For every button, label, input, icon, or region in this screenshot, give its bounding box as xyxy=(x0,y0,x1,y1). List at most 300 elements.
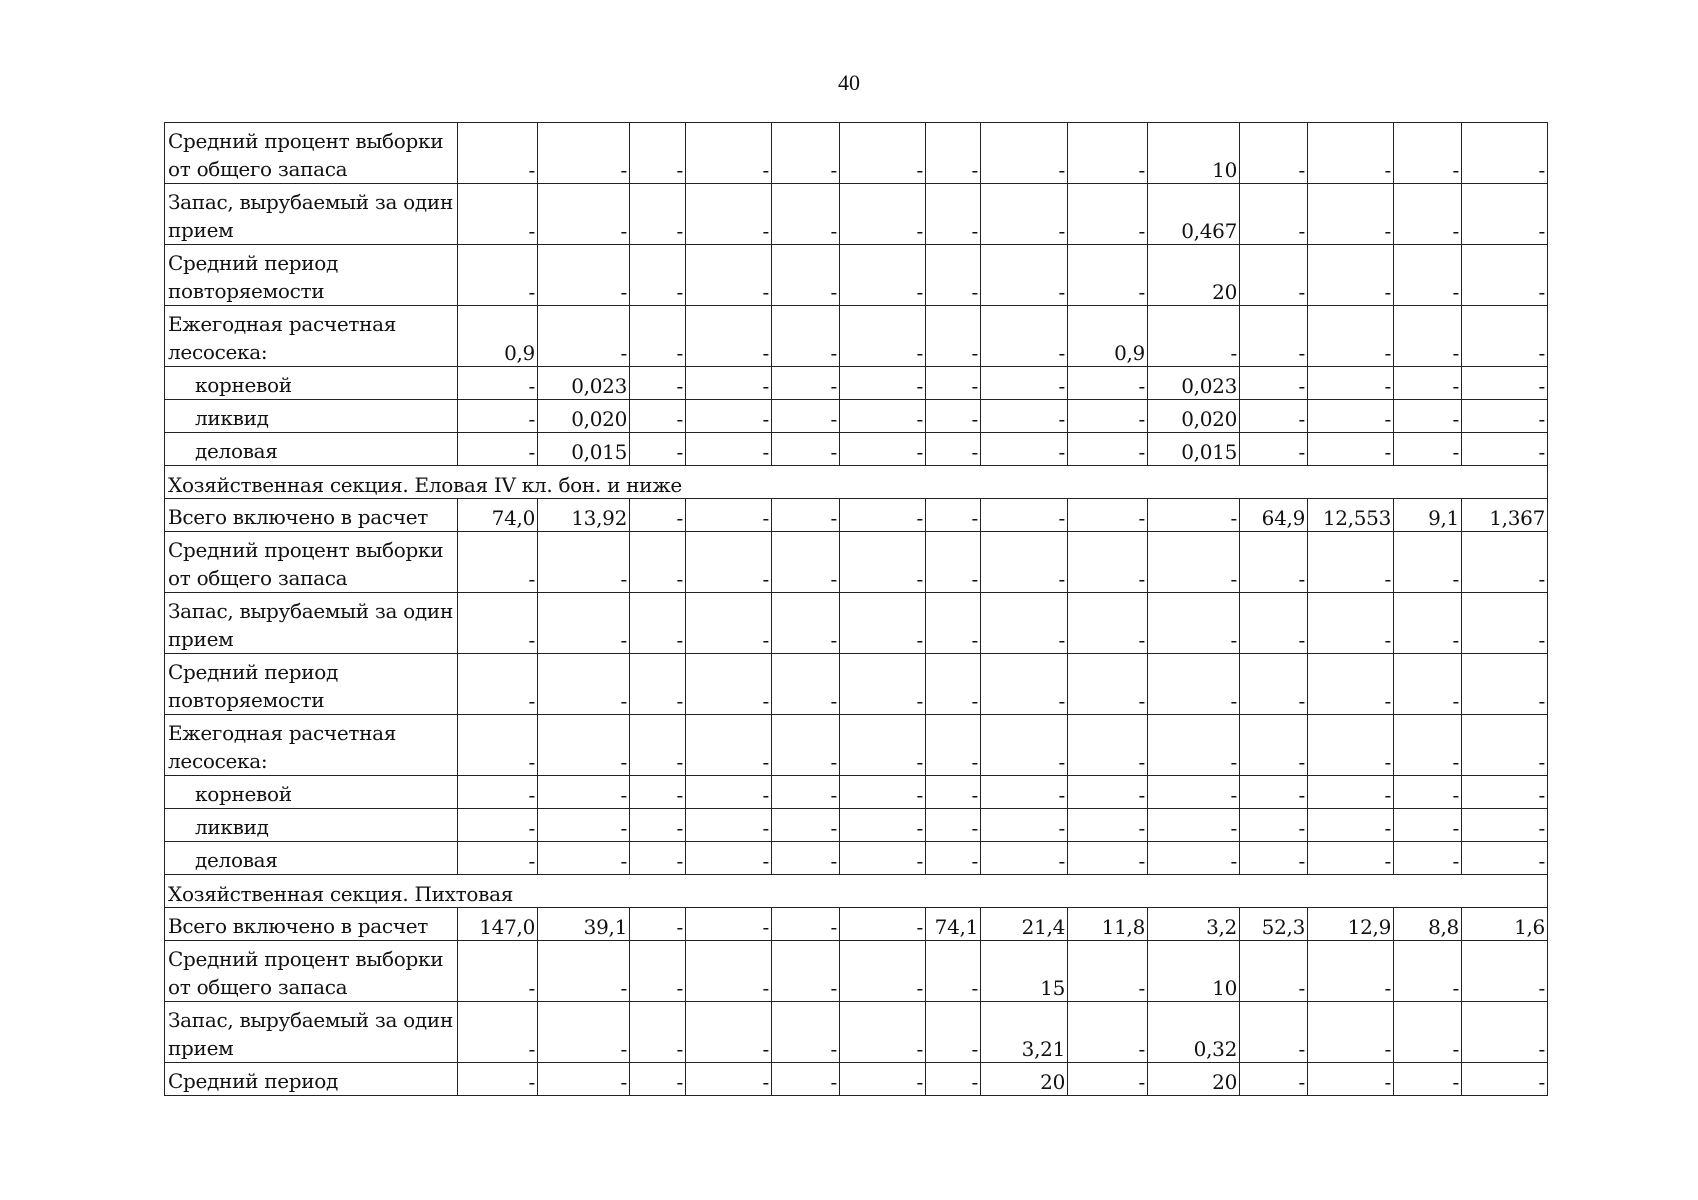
table-cell: - xyxy=(1308,367,1394,400)
table-cell: - xyxy=(1148,776,1240,809)
table-cell: - xyxy=(1068,245,1148,306)
table-cell: - xyxy=(458,1002,538,1063)
table-cell: - xyxy=(1462,123,1548,184)
table-row xyxy=(165,593,1548,654)
table-cell: - xyxy=(458,367,538,400)
table-cell: - xyxy=(981,433,1068,466)
table-cell: - xyxy=(1462,245,1548,306)
table-cell: - xyxy=(772,593,840,654)
table-cell: 0,9 xyxy=(458,306,538,367)
table-cell: - xyxy=(926,842,981,875)
table-cell: - xyxy=(1308,941,1394,1002)
table-row xyxy=(165,123,1548,184)
table-cell: - xyxy=(686,715,772,776)
table-cell: - xyxy=(840,184,926,245)
table-cell: - xyxy=(1394,433,1462,466)
table-cell: - xyxy=(538,532,630,593)
table-cell: - xyxy=(630,245,686,306)
row-label: корневой xyxy=(165,776,458,809)
table-cell: - xyxy=(1394,715,1462,776)
table-row xyxy=(165,1063,1548,1096)
table-cell: - xyxy=(1308,532,1394,593)
table-cell: - xyxy=(686,842,772,875)
table-cell: - xyxy=(538,245,630,306)
table-cell: - xyxy=(1068,433,1148,466)
table-cell: - xyxy=(926,433,981,466)
table-cell: - xyxy=(981,184,1068,245)
table-cell: - xyxy=(981,532,1068,593)
table-cell: - xyxy=(630,532,686,593)
table-cell: - xyxy=(1068,123,1148,184)
table-cell: - xyxy=(1308,1002,1394,1063)
table-cell: - xyxy=(1308,593,1394,654)
table-cell: - xyxy=(1068,842,1148,875)
table-cell: - xyxy=(458,842,538,875)
table-cell: - xyxy=(1394,400,1462,433)
table-cell: 0,020 xyxy=(1148,400,1240,433)
section-header-row xyxy=(165,466,1548,499)
table-row xyxy=(165,499,1548,532)
table-cell: - xyxy=(458,809,538,842)
page-number: 40 xyxy=(838,70,860,95)
table-cell: - xyxy=(686,1063,772,1096)
table-cell: - xyxy=(1462,532,1548,593)
table-cell: 12,553 xyxy=(1308,499,1394,532)
table-cell: - xyxy=(1068,499,1148,532)
table-cell: - xyxy=(1462,306,1548,367)
table-cell: - xyxy=(1068,532,1148,593)
row-label: Запас, вырубаемый за один прием xyxy=(165,593,458,654)
table-cell: - xyxy=(538,842,630,875)
table-cell: 12,9 xyxy=(1308,908,1394,941)
table-cell: - xyxy=(538,1002,630,1063)
table-cell: - xyxy=(1148,654,1240,715)
table-cell: - xyxy=(1240,654,1308,715)
table-cell: - xyxy=(840,1063,926,1096)
table-cell: - xyxy=(1462,715,1548,776)
table-cell: - xyxy=(772,842,840,875)
table-cell: - xyxy=(1148,306,1240,367)
table-cell: - xyxy=(926,809,981,842)
table-cell: - xyxy=(981,654,1068,715)
table-cell: - xyxy=(1394,1063,1462,1096)
table-cell: - xyxy=(1462,400,1548,433)
table-cell: - xyxy=(1394,532,1462,593)
section-title: Хозяйственная секция. Пихтовая xyxy=(165,875,1548,908)
table-cell: - xyxy=(458,123,538,184)
table-cell: - xyxy=(686,654,772,715)
table-cell: - xyxy=(686,400,772,433)
table-cell: - xyxy=(772,433,840,466)
table-cell: - xyxy=(840,245,926,306)
table-cell: - xyxy=(1240,776,1308,809)
table-cell: - xyxy=(926,245,981,306)
section-title: Хозяйственная секция. Еловая IV кл. бон. и ниже xyxy=(165,466,1548,499)
row-label: Всего включено в расчет xyxy=(165,499,458,532)
table-cell: - xyxy=(1308,400,1394,433)
table-cell: 74,1 xyxy=(926,908,981,941)
table-cell: 20 xyxy=(1148,1063,1240,1096)
table-cell: - xyxy=(1394,184,1462,245)
table-cell: 1,367 xyxy=(1462,499,1548,532)
table-cell: 0,467 xyxy=(1148,184,1240,245)
table-cell: - xyxy=(1394,1002,1462,1063)
table-row xyxy=(165,842,1548,875)
table-cell: - xyxy=(772,941,840,1002)
table-cell: - xyxy=(1308,245,1394,306)
table-cell: - xyxy=(926,593,981,654)
table-cell: - xyxy=(926,400,981,433)
row-label: деловая xyxy=(165,842,458,875)
table-cell: - xyxy=(630,123,686,184)
row-label: Всего включено в расчет xyxy=(165,908,458,941)
table-row xyxy=(165,433,1548,466)
table-cell: - xyxy=(630,400,686,433)
section-header-row xyxy=(165,875,1548,908)
table-cell: - xyxy=(686,908,772,941)
table-cell: - xyxy=(840,654,926,715)
table-cell: - xyxy=(1148,715,1240,776)
table-cell: - xyxy=(840,367,926,400)
table-row xyxy=(165,654,1548,715)
table-cell: - xyxy=(772,1002,840,1063)
table-cell: - xyxy=(772,123,840,184)
table-cell: - xyxy=(686,245,772,306)
table-cell: - xyxy=(1148,842,1240,875)
table-cell: 11,8 xyxy=(1068,908,1148,941)
table-cell: - xyxy=(981,400,1068,433)
table-cell: - xyxy=(1240,809,1308,842)
table-cell: - xyxy=(981,306,1068,367)
table-cell: - xyxy=(1068,715,1148,776)
table-cell: - xyxy=(1462,941,1548,1002)
table-cell: 15 xyxy=(981,941,1068,1002)
table-cell: - xyxy=(538,776,630,809)
table-cell: - xyxy=(981,715,1068,776)
table-cell: - xyxy=(772,532,840,593)
table-cell: 13,92 xyxy=(538,499,630,532)
table-cell: - xyxy=(981,499,1068,532)
table-cell: - xyxy=(1068,776,1148,809)
table-cell: - xyxy=(1394,842,1462,875)
table-cell: - xyxy=(1148,809,1240,842)
allowable-cut-table xyxy=(164,122,1548,1096)
table-cell: - xyxy=(981,842,1068,875)
table-cell: - xyxy=(1240,367,1308,400)
table-cell: - xyxy=(926,123,981,184)
table-cell: - xyxy=(538,306,630,367)
table-row xyxy=(165,715,1548,776)
table-cell: - xyxy=(1462,776,1548,809)
table-cell: - xyxy=(926,776,981,809)
table-cell: - xyxy=(1462,809,1548,842)
table-cell: - xyxy=(1068,367,1148,400)
table-cell: - xyxy=(840,908,926,941)
table-cell: 1,6 xyxy=(1462,908,1548,941)
table-cell: - xyxy=(1068,400,1148,433)
table-cell: - xyxy=(981,367,1068,400)
table-cell: - xyxy=(630,1063,686,1096)
table-cell: - xyxy=(1462,1063,1548,1096)
table-cell: - xyxy=(981,245,1068,306)
table-cell: - xyxy=(1308,842,1394,875)
table-cell: - xyxy=(1068,1002,1148,1063)
table-cell: - xyxy=(686,184,772,245)
row-label: Запас, вырубаемый за один прием xyxy=(165,1002,458,1063)
table-cell: - xyxy=(458,593,538,654)
table-cell: - xyxy=(458,532,538,593)
table-cell: 20 xyxy=(1148,245,1240,306)
table-cell: - xyxy=(1240,842,1308,875)
table-cell: - xyxy=(926,306,981,367)
table-cell: - xyxy=(840,499,926,532)
table-cell: - xyxy=(926,184,981,245)
row-label: корневой xyxy=(165,367,458,400)
table-cell: 0,9 xyxy=(1068,306,1148,367)
table-cell: - xyxy=(630,776,686,809)
table-cell: - xyxy=(840,532,926,593)
row-label: Средний процент выборки от общего запаса xyxy=(165,123,458,184)
table-cell: - xyxy=(630,809,686,842)
row-label: Средний процент выборки от общего запаса xyxy=(165,532,458,593)
table-cell: - xyxy=(1148,499,1240,532)
table-cell: 3,2 xyxy=(1148,908,1240,941)
table-cell: - xyxy=(458,400,538,433)
table-cell: - xyxy=(926,532,981,593)
table-cell: - xyxy=(686,433,772,466)
row-label: Средний период повторяемости xyxy=(165,245,458,306)
table-cell: - xyxy=(630,1002,686,1063)
table-cell: 10 xyxy=(1148,941,1240,1002)
table-cell: - xyxy=(1394,123,1462,184)
table-cell: - xyxy=(840,433,926,466)
table-cell: - xyxy=(1462,367,1548,400)
table-cell: - xyxy=(1148,593,1240,654)
table-cell: 52,3 xyxy=(1240,908,1308,941)
table-cell: 0,015 xyxy=(1148,433,1240,466)
table-cell: - xyxy=(1394,367,1462,400)
table-cell: - xyxy=(981,809,1068,842)
table-cell: - xyxy=(1462,433,1548,466)
table-cell: 147,0 xyxy=(458,908,538,941)
table-cell: - xyxy=(1394,245,1462,306)
table-cell: - xyxy=(686,941,772,1002)
table-cell: - xyxy=(1462,1002,1548,1063)
table-cell: - xyxy=(458,941,538,1002)
table-body xyxy=(165,123,1548,1096)
table-cell: - xyxy=(1394,809,1462,842)
table-cell: - xyxy=(458,245,538,306)
table-cell: - xyxy=(1240,433,1308,466)
table-cell: - xyxy=(981,123,1068,184)
row-label: ликвид xyxy=(165,809,458,842)
table-cell: - xyxy=(538,184,630,245)
table-cell: - xyxy=(686,499,772,532)
table-cell: - xyxy=(840,1002,926,1063)
table-cell: - xyxy=(1068,184,1148,245)
table-cell: - xyxy=(772,654,840,715)
table-cell: - xyxy=(538,941,630,1002)
table-cell: - xyxy=(686,776,772,809)
table-cell: - xyxy=(538,715,630,776)
table-cell: - xyxy=(1240,593,1308,654)
table-row xyxy=(165,809,1548,842)
table-cell: - xyxy=(686,809,772,842)
table-cell: - xyxy=(630,842,686,875)
table-cell: - xyxy=(458,433,538,466)
table-cell: - xyxy=(840,941,926,1002)
table-row xyxy=(165,184,1548,245)
table-cell: - xyxy=(630,941,686,1002)
table-cell: - xyxy=(1240,123,1308,184)
table-cell: - xyxy=(630,654,686,715)
table-cell: - xyxy=(772,499,840,532)
table-cell: - xyxy=(772,245,840,306)
table-cell: - xyxy=(458,715,538,776)
table-cell: - xyxy=(630,593,686,654)
table-cell: - xyxy=(458,654,538,715)
table-cell: - xyxy=(1394,776,1462,809)
table-cell: - xyxy=(926,941,981,1002)
table-cell: - xyxy=(1308,1063,1394,1096)
table-cell: - xyxy=(840,123,926,184)
row-label: Средний период xyxy=(165,1063,458,1096)
table-cell: - xyxy=(840,400,926,433)
table-cell: - xyxy=(1308,123,1394,184)
table-cell: - xyxy=(1240,306,1308,367)
table-cell: - xyxy=(1394,654,1462,715)
table-cell: 0,32 xyxy=(1148,1002,1240,1063)
table-cell: - xyxy=(1068,941,1148,1002)
table-cell: - xyxy=(630,306,686,367)
table-cell: - xyxy=(772,776,840,809)
table-cell: - xyxy=(840,306,926,367)
row-label: Ежегодная расчетная лесосека: xyxy=(165,715,458,776)
table-cell: 0,023 xyxy=(538,367,630,400)
table-cell: - xyxy=(1148,532,1240,593)
table-cell: 3,21 xyxy=(981,1002,1068,1063)
table-cell: - xyxy=(686,123,772,184)
table-cell: - xyxy=(840,842,926,875)
table-cell: - xyxy=(1240,941,1308,1002)
table-cell: - xyxy=(538,654,630,715)
table-cell: - xyxy=(1462,842,1548,875)
table-cell: - xyxy=(630,715,686,776)
table-cell: - xyxy=(772,367,840,400)
table-cell: 0,023 xyxy=(1148,367,1240,400)
table-cell: - xyxy=(630,499,686,532)
table-cell: - xyxy=(1240,1002,1308,1063)
table-cell: - xyxy=(981,593,1068,654)
table-cell: - xyxy=(1308,776,1394,809)
table-cell: - xyxy=(772,809,840,842)
table-cell: - xyxy=(458,1063,538,1096)
table-cell: 8,8 xyxy=(1394,908,1462,941)
row-label: ликвид xyxy=(165,400,458,433)
table-cell: - xyxy=(772,908,840,941)
table-cell: - xyxy=(1308,809,1394,842)
table-cell: - xyxy=(1240,245,1308,306)
table-cell: - xyxy=(926,499,981,532)
table-cell: - xyxy=(630,908,686,941)
table-cell: - xyxy=(1240,532,1308,593)
table-cell: - xyxy=(772,184,840,245)
table-cell: - xyxy=(926,654,981,715)
table-cell: - xyxy=(686,367,772,400)
table-cell: - xyxy=(772,400,840,433)
table-cell: 9,1 xyxy=(1394,499,1462,532)
table-cell: - xyxy=(772,1063,840,1096)
table-cell: - xyxy=(1068,593,1148,654)
table-row xyxy=(165,1002,1548,1063)
table-cell: - xyxy=(1068,1063,1148,1096)
table-cell: - xyxy=(538,593,630,654)
table-row xyxy=(165,776,1548,809)
table-cell: - xyxy=(1462,654,1548,715)
table-cell: 0,015 xyxy=(538,433,630,466)
table-row xyxy=(165,908,1548,941)
table-row xyxy=(165,306,1548,367)
table-row xyxy=(165,245,1548,306)
table-cell: - xyxy=(538,123,630,184)
table-cell: - xyxy=(686,1002,772,1063)
table-cell: - xyxy=(840,776,926,809)
table-cell: - xyxy=(772,715,840,776)
table-cell: - xyxy=(1462,184,1548,245)
table-cell: - xyxy=(1240,1063,1308,1096)
table-cell: - xyxy=(538,1063,630,1096)
table-cell: - xyxy=(538,809,630,842)
row-label: Запас, вырубаемый за один прием xyxy=(165,184,458,245)
table-row xyxy=(165,532,1548,593)
table-cell: - xyxy=(772,306,840,367)
table-cell: 64,9 xyxy=(1240,499,1308,532)
table-cell: - xyxy=(926,1002,981,1063)
table-cell: - xyxy=(1308,433,1394,466)
table-cell: - xyxy=(1462,593,1548,654)
row-label: деловая xyxy=(165,433,458,466)
table-cell: - xyxy=(1068,654,1148,715)
table-cell: 10 xyxy=(1148,123,1240,184)
table-cell: - xyxy=(1394,306,1462,367)
table-cell: - xyxy=(981,776,1068,809)
row-label: Ежегодная расчетная лесосека: xyxy=(165,306,458,367)
table-cell: - xyxy=(926,367,981,400)
table-cell: 21,4 xyxy=(981,908,1068,941)
table-cell: - xyxy=(630,184,686,245)
table-cell: - xyxy=(1394,941,1462,1002)
table-cell: - xyxy=(686,593,772,654)
table-cell: - xyxy=(686,532,772,593)
table-cell: - xyxy=(840,715,926,776)
table-cell: - xyxy=(458,184,538,245)
table-cell: 74,0 xyxy=(458,499,538,532)
table-row xyxy=(165,400,1548,433)
table-cell: - xyxy=(840,809,926,842)
table-cell: 20 xyxy=(981,1063,1068,1096)
table-cell: - xyxy=(630,367,686,400)
table-cell: 0,020 xyxy=(538,400,630,433)
table-cell: - xyxy=(458,776,538,809)
table-cell: - xyxy=(1308,715,1394,776)
table-cell: - xyxy=(1240,715,1308,776)
table-cell: - xyxy=(1240,184,1308,245)
table-cell: 39,1 xyxy=(538,908,630,941)
table-cell: - xyxy=(630,433,686,466)
table-row xyxy=(165,941,1548,1002)
row-label: Средний процент выборки от общего запаса xyxy=(165,941,458,1002)
table-cell: - xyxy=(1308,184,1394,245)
